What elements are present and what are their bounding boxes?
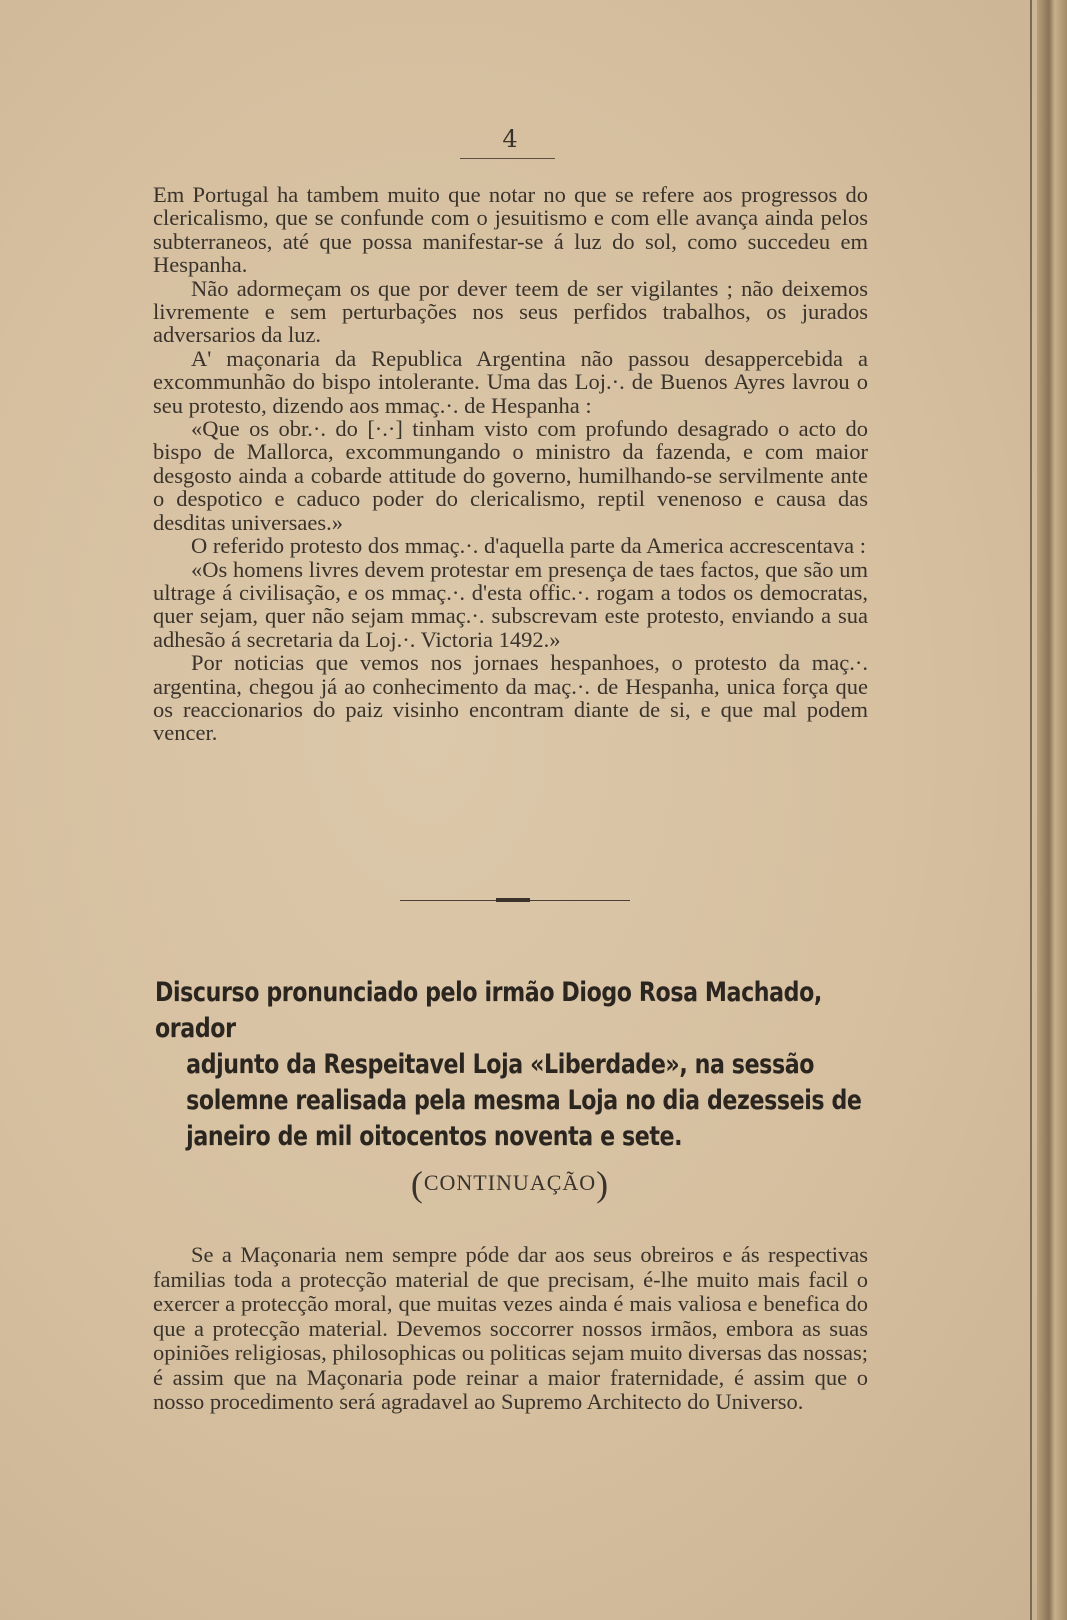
article-text: [153, 183, 868, 745]
paragraph: Em Portugal ha tambem muito que notar no que se refere aos progressos do clericalismo, que se confunde com o jesuitismo e com elle avança ainda pelos subterraneos, até que possa manifestar-se á luz do sol, como succedeu em Hespanha.: [153, 182, 868, 278]
section-divider-mark: [496, 898, 530, 902]
page-edge: [1037, 0, 1067, 1620]
paragraph: «Que os obr.·. do [·.·] tinham visto com profundo desagrado o acto do bispo de Mallorca, excommungando o ministro da fazenda, e com maior desgosto ainda a cobarde attitude do governo, humilhando-se servilmente ante o despotico e caduco poder do clericalismo, reptil venenoso e causa das desditas universaes.»: [153, 416, 868, 535]
continuation-text: CONTINUAÇÃO: [423, 1170, 597, 1195]
heading-line-2: adjunto da Respeitavel Loja «Liberdade», na sessão solemne realisada pela mesma Loja no dia dezesseis de janeiro de mil oitocentos noventa e sete.: [186, 1049, 862, 1152]
page-number-rule: [460, 158, 555, 159]
speech-text: [153, 1243, 868, 1415]
speech-heading: [155, 975, 877, 1155]
paragraph: Se a Maçonaria nem sempre póde dar aos seus obreiros e ás respectivas familias toda a protecção material de que precisam, é-lhe muito mais facil o exercer a protecção moral, que muitas vezes ainda é mais valiosa e benefica do que a protecção material. Devemos soccorrer nossos irmãos, embora as suas opiniões religiosas, philosophicas ou politicas sejam muito diversas das nossas; é assim que na Maçonaria pode reinar a maior fraternidade, é assim que o nosso procedimento será agradavel ao Supremo Architecto do Universo.: [153, 1242, 868, 1414]
paragraph: «Os homens livres devem protestar em presença de taes factos, que são um ultrage á civilisação, e os mmaç.·. d'esta offic.·. rogam a todos os democratas, quer sejam, quer não sejam mmaç.·. subscrevam este protesto, enviando a sua adhesão á secretaria da Loj.·. Victoria 1492.»: [153, 556, 868, 652]
page-edge-line: [1030, 0, 1032, 1620]
continuation-label: (CONTINUAÇÃO): [410, 1164, 610, 1204]
paragraph: A' maçonaria da Republica Argentina não passou desappercebida a excommunhão do bispo intolerante. Uma das Loj.·. de Buenos Ayres lavrou o seu protesto, dizendo aos mmaç.·. de Hespanha :: [153, 345, 868, 418]
paragraph: O referido protesto dos mmaç.·. d'aquella parte da America accrescentava :: [191, 533, 866, 559]
paragraph: Por noticias que vemos nos jornaes hespanhoes, o protesto da maç.·. argentina, chegou já ao conhecimento da maç.·. de Hespanha, unica força que os reaccionarios do paiz visinho encontram diante de si, e que mal podem vencer.: [153, 650, 868, 746]
paragraph: Não adormeçam os que por dever teem de ser vigilantes ; não deixemos livremente e sem perturbações nos seus perfidos trabalhos, os jurados adversarios da luz.: [153, 275, 868, 348]
heading-line-1: Discurso pronunciado pelo irmão Diogo Rosa Machado, orador: [155, 977, 822, 1044]
page-number: 4: [502, 125, 518, 153]
